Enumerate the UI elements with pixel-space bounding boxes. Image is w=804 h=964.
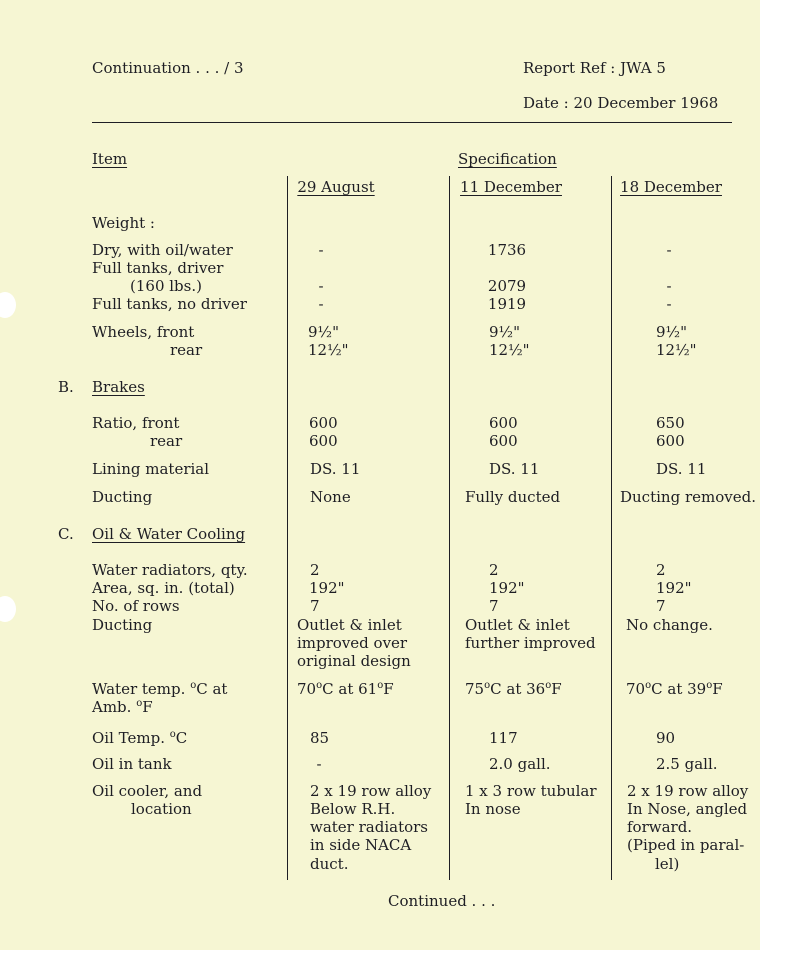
cell: - [318,241,324,259]
cell: 12½" [308,341,349,359]
row-label: Area, sq. in. (total) [92,579,235,597]
cell: 7 [310,597,320,615]
page-edge [760,0,804,964]
cell: - [318,277,324,295]
row-label: Oil in tank [92,755,172,773]
cell: 2.0 gall. [489,755,551,773]
cell: 70$^o$C at 61$^o$F [297,680,394,698]
cell: Fully ducted [465,488,561,506]
cell: water radiators [310,818,429,836]
cell: 70$^o$C at 39$^o$F [626,680,723,698]
cell: 2 x 19 row alloy [627,782,749,800]
cell: 7 [489,597,499,615]
row-label: Water radiators, qty. [92,561,248,579]
specification-heading: Specification [458,150,557,168]
cell: 600 [489,414,518,432]
row-label: Ratio, front [92,414,180,432]
cell: 192" [309,579,345,597]
cell: 600 [309,432,338,450]
col-heading-29-august: 29 August [297,178,375,196]
continued-footer: Continued . . . [388,892,496,910]
cell: 9½" [489,323,520,341]
row-label: Ducting [92,616,153,634]
column-divider [611,176,612,880]
cell: 2 x 19 row alloy [310,782,432,800]
cell: improved over [297,634,408,652]
cell: 85 [310,729,330,747]
row-label: Ducting [92,488,153,506]
cell: 2 [310,561,320,579]
column-divider [287,176,288,880]
section-letter: B. [58,378,74,396]
cell: In nose [465,800,521,818]
cell: 600 [656,432,685,450]
cell: Outlet & inlet [297,616,402,634]
cell: 600 [489,432,518,450]
row-label: Lining material [92,460,210,478]
report-date: Date : 20 December 1968 [523,94,719,112]
cell: Outlet & inlet [465,616,570,634]
col-heading-11-december: 11 December [460,178,562,196]
cell: 1736 [487,241,527,259]
cell: 1919 [487,295,527,313]
row-label: Oil Temp. $^o$C [92,729,188,747]
cell: in side NACA [310,836,412,854]
cell: 7 [656,597,666,615]
row-label: (160 lbs.) [130,277,202,295]
cell: original design [297,652,411,670]
cell: 650 [656,414,685,432]
cell: - [316,755,322,773]
cell: 75$^o$C at 36$^o$F [465,680,562,698]
row-label: Wheels, front [92,323,195,341]
cell: In Nose, angled [627,800,748,818]
cell: 9½" [656,323,687,341]
cell: 2.5 gall. [656,755,718,773]
cell: 1 x 3 row tubular [465,782,597,800]
cell: No change. [626,616,713,634]
row-label: Oil cooler, and [92,782,203,800]
row-label: Water temp. $^o$C at [92,680,228,698]
header-rule [92,122,732,123]
cell: DS. 11 [656,460,707,478]
continuation-label: Continuation . . . / 3 [92,59,244,77]
cell: 600 [309,414,338,432]
row-label: location [131,800,192,818]
cell: 12½" [656,341,697,359]
cell: 2 [656,561,666,579]
cell: duct. [310,855,349,873]
cell: 117 [489,729,518,747]
row-label: Dry, with oil/water [92,241,233,259]
row-label: Full tanks, driver [92,259,224,277]
cell: None [310,488,351,506]
row-label: Amb. $^o$F [92,698,153,716]
row-label: Full tanks, no driver [92,295,247,313]
brakes-title: Brakes [92,378,145,396]
cell: - [666,241,672,259]
cell: - [666,295,672,313]
row-label: No. of rows [92,597,180,615]
cell: forward. [627,818,693,836]
section-letter: C. [58,525,74,543]
cell: Below R.H. [310,800,396,818]
cell: lel) [655,855,680,873]
cell: DS. 11 [310,460,361,478]
cell: Ducting removed. [620,488,756,506]
cell: (Piped in paral- [627,836,745,854]
cell: 192" [489,579,525,597]
row-label: rear [170,341,203,359]
col-heading-18-december: 18 December [620,178,722,196]
cell: 9½" [308,323,339,341]
row-label: rear [150,432,183,450]
cell: further improved [465,634,596,652]
cell: 90 [656,729,676,747]
cell: 12½" [489,341,530,359]
cell: 192" [656,579,692,597]
column-divider [449,176,450,880]
cell: 2079 [487,277,527,295]
cell: - [666,277,672,295]
cell: DS. 11 [489,460,540,478]
weight-title: Weight : [92,214,155,232]
cooling-title: Oil & Water Cooling [92,525,246,543]
cell: - [318,295,324,313]
cell: 2 [489,561,499,579]
item-heading: Item [92,150,128,168]
report-ref: Report Ref : JWA 5 [523,59,666,77]
